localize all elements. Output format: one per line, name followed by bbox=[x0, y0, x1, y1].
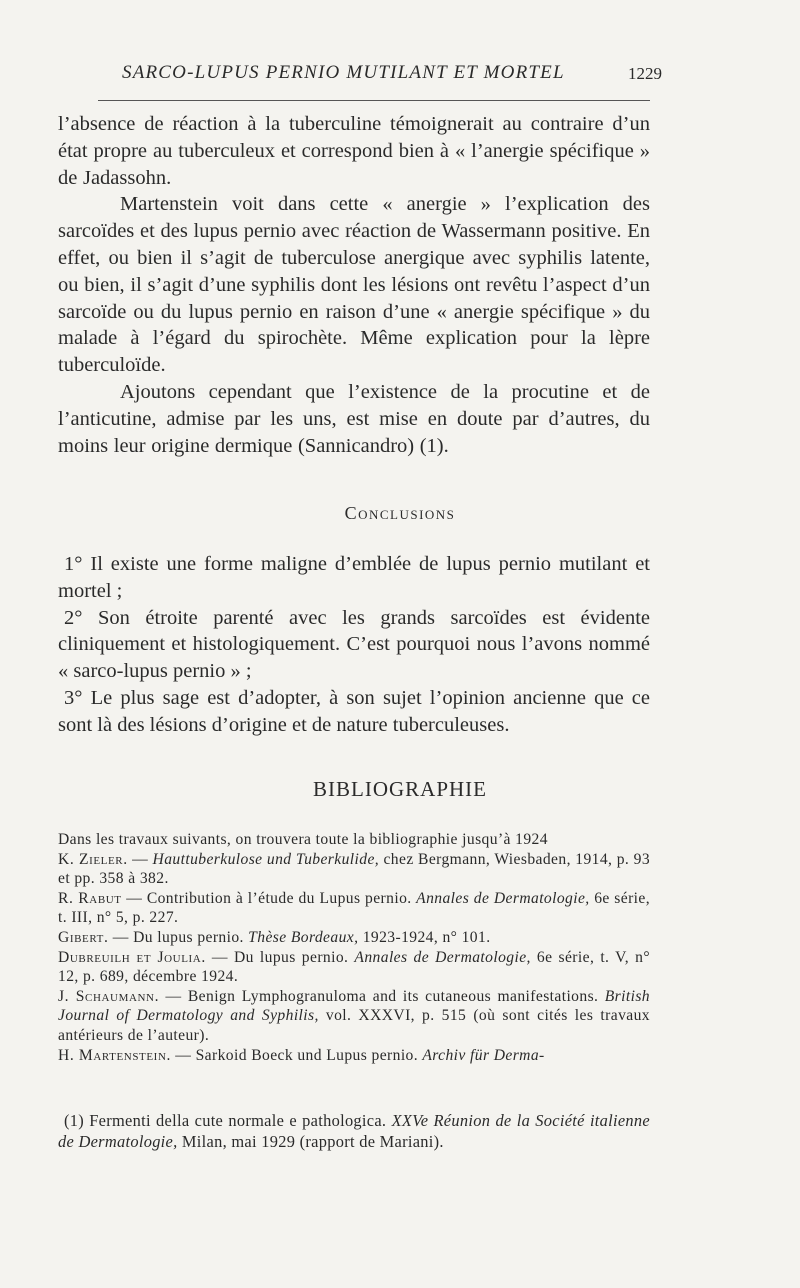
entry-separator: — bbox=[171, 1046, 196, 1064]
body-text bbox=[58, 111, 650, 459]
footnote bbox=[58, 1110, 650, 1152]
entry-separator: — bbox=[205, 948, 234, 966]
header-rule bbox=[98, 100, 650, 101]
footnote-text bbox=[58, 1110, 650, 1152]
conclusion-item: 2° Son étroite parenté avec les grands sarcoïdes est évidente cliniquement et histologiquement. C’est pourquoi nous l’avons nommé « sarco-lupus pernio » ; bbox=[58, 606, 650, 683]
entry-author: Dubreuilh et Joulia. bbox=[58, 948, 206, 966]
entry-author: Gibert. bbox=[58, 928, 109, 946]
conclusions-heading: Conclusions bbox=[344, 503, 456, 523]
bibliography-heading: BIBLIOGRAPHIE bbox=[313, 777, 487, 801]
entry-title: Benign Lymphogranuloma and its cutaneous manifestations. bbox=[187, 987, 605, 1005]
entry-author: R. Rabut bbox=[58, 889, 122, 907]
entry-details: chez Bergmann, Wiesbaden, 1914, p. 93 et pp. 358 à 382. bbox=[58, 850, 651, 888]
entry-author: J. Schaumann. bbox=[58, 987, 160, 1005]
bibliography-entry bbox=[58, 928, 650, 948]
entry-separator: — bbox=[159, 987, 188, 1005]
bibliography-entry bbox=[58, 987, 650, 1046]
page-number: 1229 bbox=[628, 64, 662, 83]
paragraph-3: Ajoutons cependant que l’existence de la procutine et de l’anticutine, admise par les uns, est mise en doute par d’autres, du moins leur origine dermique (Sannicandro) (1). bbox=[58, 380, 650, 457]
entry-details: 6e série, t. III, n° 5, p. 227. bbox=[58, 889, 651, 927]
paragraph-1: l’absence de réaction à la tuberculine témoignerait au contraire d’un état propre au tuberculeux et correspond bien à « l’anergie spécifique » de Jadassohn. bbox=[58, 113, 650, 189]
conclusion-item: 3° Le plus sage est d’adopter, à son sujet l’opinion ancienne que ce sont là des lésions d’origine et de nature tuberculeuses. bbox=[58, 686, 650, 736]
entry-title: Hauttuberkulose und Tuberkulide, bbox=[152, 850, 380, 868]
entry-journal: British Journal of Dermatology and Syphilis, bbox=[58, 987, 650, 1025]
conclusion-item: 1° Il existe une forme maligne d’emblée de lupus pernio mutilant et mortel ; bbox=[58, 553, 650, 602]
bibliography-entry bbox=[58, 948, 650, 987]
entry-title: Sarkoid Boeck und Lupus pernio. bbox=[195, 1046, 423, 1064]
entry-journal: Archiv für Derma- bbox=[422, 1046, 545, 1064]
conclusions-list bbox=[58, 551, 650, 739]
entry-separator: — bbox=[108, 928, 134, 946]
entry-title: Contribution à l’étude du Lupus pernio. bbox=[146, 889, 417, 907]
bibliography-intro: Dans les travaux suivants, on trouvera toute la bibliographie jusqu’à 1924 bbox=[58, 831, 548, 848]
bibliography-entry bbox=[58, 889, 650, 928]
entry-title: Du lupus pernio. bbox=[234, 948, 355, 966]
running-title: SARCO-LUPUS PERNIO MUTILANT ET MORTEL bbox=[122, 62, 565, 83]
bibliography-entry bbox=[58, 1046, 650, 1066]
footnote-body: Fermenti della cute normale e pathologica. bbox=[89, 1111, 387, 1130]
entry-separator: — bbox=[127, 850, 153, 868]
entry-author: K. Zieler. bbox=[58, 850, 128, 868]
entry-details: vol. XXXVI, p. 515 (où sont cités les travaux antérieurs de l’auteur). bbox=[58, 1007, 650, 1044]
paragraph-2: Martenstein voit dans cette « anergie » l’explication des sarcoïdes et des lupus pernio avec réaction de Wassermann positive. En effet, ou bien il s’agit de tuberculose anergique avec syphilis latente, ou bien, il s’agit d’une syphilis dont les lésions ont revêtu l’aspect d’un sarcoïde ou du lupus pernio en raison d’une « anergie spécifique » du malade à l’égard du spirochète. Même explication pour la lèpre tuberculoïde. bbox=[58, 193, 650, 377]
footnote-italic: XXVe Réunion de la Société italienne de Dermatologie, bbox=[58, 1111, 651, 1151]
entry-details: 1923-1924, n° 101. bbox=[358, 928, 491, 946]
bibliography-entry bbox=[58, 850, 650, 889]
footnote-rest: Milan, mai 1929 (rapport de Mariani). bbox=[177, 1132, 444, 1151]
entry-journal: Annales de Dermatologie, bbox=[354, 948, 531, 966]
entry-title: Du lupus pernio. bbox=[133, 928, 249, 946]
entry-separator: — bbox=[121, 889, 147, 907]
running-header bbox=[100, 62, 670, 92]
entry-details: 6e série, t. V, n° 12, p. 689, décembre 1924. bbox=[58, 948, 650, 986]
footnote-marker: (1) bbox=[64, 1111, 85, 1130]
bibliography-list bbox=[58, 830, 650, 1065]
entry-author: H. Martenstein. bbox=[58, 1046, 171, 1064]
entry-journal: Thèse Bordeaux, bbox=[248, 928, 359, 946]
entry-journal: Annales de Dermatologie, bbox=[416, 889, 590, 907]
